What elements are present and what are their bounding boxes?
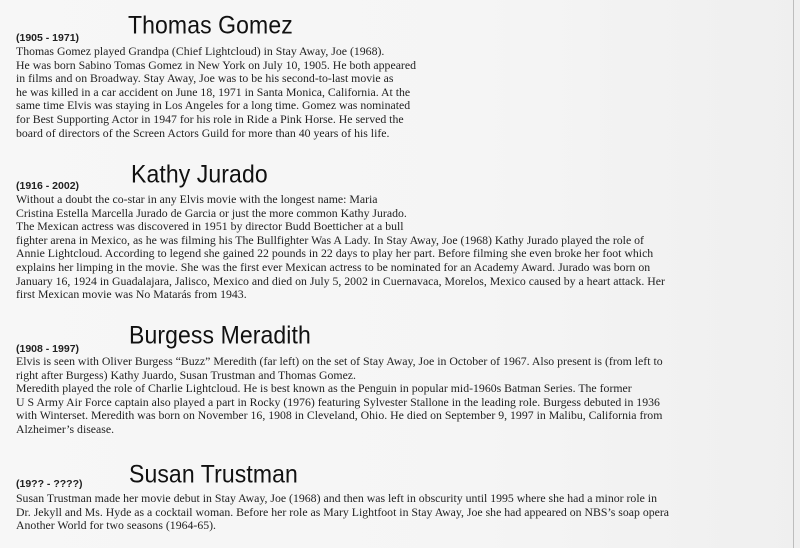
entry-years: (19?? - ????)	[16, 478, 83, 490]
bio-line: Susan Trustman made her movie debut in Stay Away, Joe (1968) and then was left in obscurity until 1995 where she had a minor role in	[16, 491, 657, 505]
bio-line: Meredith played the role of Charlie Lightcloud. He is best known as the Penguin in popular mid-1960s Batman Series. The former	[16, 381, 632, 396]
bio-line: The Mexican actress was discovered in 1951 by director Budd Boetticher at a bull	[16, 219, 404, 234]
bio-line: with Winterset. Meredith was born on November 16, 1908 in Cleveland, Ohio. He died on September 9, 1997 in Malibu, California from	[16, 408, 663, 423]
entry-bio	[16, 193, 665, 302]
bio-line: Annie Lightcloud. According to legend she gained 22 pounds in 22 days to play her part. Before filming she even broke her foot which	[16, 246, 654, 261]
entry-years: (1916 - 2002)	[16, 180, 80, 192]
bio-line: Another World for two seasons (1964-65).	[16, 518, 216, 533]
bio-line: in films and on Broadway. Stay Away, Joe was to be his second-to-last movie as	[16, 71, 394, 86]
bio-line: U S Army Air Force captain also played a part in Rocky (1976) featuring Sylvester Stallone in the leading role. Burgess debuted in 1936	[16, 394, 660, 409]
entry-name: Thomas Gomez	[128, 11, 293, 40]
bio-line: January 16, 1924 in Guadalajara, Jalisco, Mexico and died on July 5, 2002 in Cuernavaca, Morelos, Mexico caused by a heart attack. Her	[16, 273, 665, 288]
bio-line: right after Burgess) Kathy Juardo, Susan Trustman and Thomas Gomez.	[16, 367, 356, 382]
entry-years: (1905 - 1971)	[16, 32, 80, 44]
entry-bio	[16, 45, 416, 140]
bio-line: Cristina Estella Marcella Jurado de Garcia or just the more common Kathy Jurado.	[16, 205, 407, 220]
bio-line: board of directors of the Screen Actors Guild for more than 40 years of his life.	[16, 125, 390, 140]
entry-name: Kathy Jurado	[131, 160, 268, 189]
bio-line: he was killed in a car accident on June 18, 1971 in Santa Monica, California. At the	[16, 84, 411, 99]
bio-line: first Mexican movie was No Matarás from 1943.	[16, 287, 247, 302]
bio-line: same time Elvis was staying in Los Angeles for a long time. Gomez was nominated	[16, 98, 411, 113]
bio-line: Alzheimer’s disease.	[16, 421, 115, 436]
entry-name: Burgess Meradith	[129, 321, 311, 350]
bio-line: He was born Sabino Tomas Gomez in New York on July 10, 1905. He both appeared	[16, 57, 416, 72]
bio-line: explains her limping in the movie. She was the first ever Mexican actress to be nominated for an Academy Award. Jurado was born on	[16, 259, 651, 274]
bio-line: for Best Supporting Actor in 1947 for his role in Ride a Pink Horse. He served the	[16, 111, 404, 126]
entry-bio	[16, 492, 669, 533]
page-edge-rule	[793, 0, 794, 548]
bio-line: fighter arena in Mexico, as he was filming his The Bullfighter Was A Lady. In Stay Away, Joe (1968) Kathy Jurado played the role of	[16, 232, 644, 247]
bio-line: Without a doubt the co-star in any Elvis movie with the longest name: Maria	[16, 192, 378, 206]
entry-years: (1908 - 1997)	[16, 343, 80, 355]
bio-line: Elvis is seen with Oliver Burgess “Buzz” Meredith (far left) on the set of Stay Away, Joe in October of 1967. Also present is (from left to	[16, 354, 663, 368]
entry-bio	[16, 355, 663, 437]
bio-line: Dr. Jekyll and Ms. Hyde as a cocktail woman. Before her role as Mary Lightfoot in Stay Away, Joe she had appeared on NBS’s soap opera	[16, 504, 670, 519]
bio-line: Thomas Gomez played Grandpa (Chief Lightcloud) in Stay Away, Joe (1968).	[16, 44, 385, 58]
entry-name: Susan Trustman	[129, 460, 298, 489]
